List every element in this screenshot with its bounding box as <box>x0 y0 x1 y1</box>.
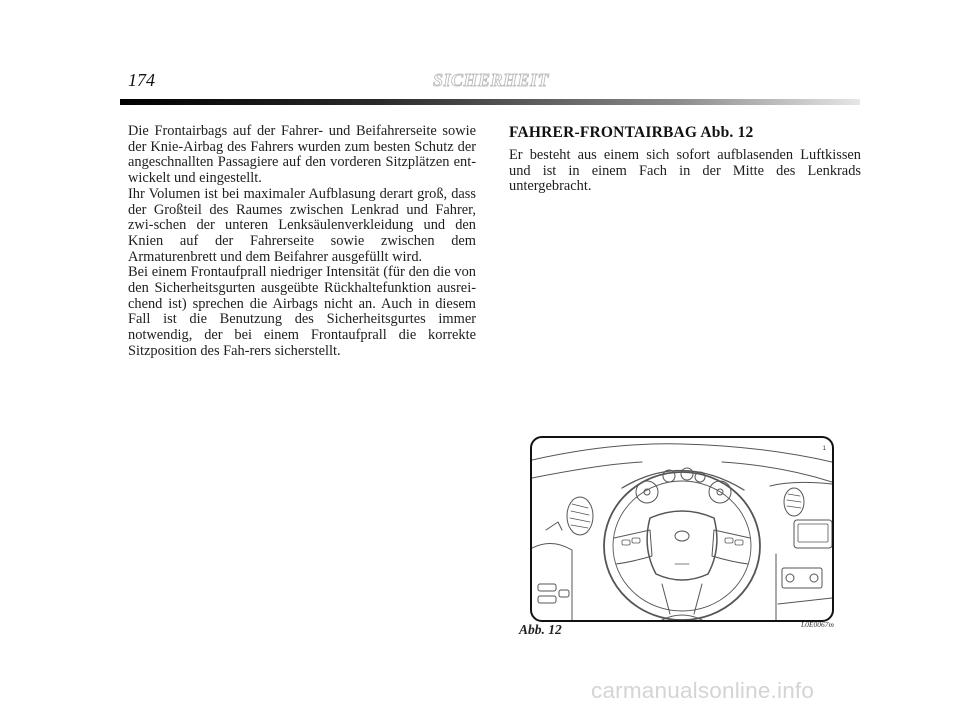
window-switch-3 <box>559 590 569 597</box>
dash-top-line <box>532 444 832 462</box>
dash-lower-line <box>532 462 642 478</box>
paragraph-2: Ihr Volumen ist bei maximaler Aufblasung derart groß, dass der Großteil des Raumes zwischen Lenkrad und Fahrer, zwi-schen der unteren Lenksäulenverkleidung und den Knien auf der Fahrerseite sowie zwischen dem Armaturenbrett und dem Beifahrer ausgefüllt wird. <box>128 185 476 265</box>
wheel-spoke-right <box>712 530 750 564</box>
figure-caption: Abb. 12 <box>519 622 562 637</box>
header-rule <box>120 99 860 105</box>
wheel-spoke-left <box>614 530 652 564</box>
page-number: 174 <box>128 70 155 90</box>
section-heading: FAHRER-FRONTAIRBAG Abb. 12 <box>509 124 754 141</box>
window-switch-2 <box>538 596 556 603</box>
window-switch-1 <box>538 584 556 591</box>
section-body: Er besteht aus einem sich sofort aufblasenden Luftkissen und ist in einem Fach in der Mitte des Lenkrads untergebracht. <box>509 147 861 195</box>
figure-frame <box>530 436 834 622</box>
airbag-cover <box>647 511 717 580</box>
figure-corner-mark: 1 <box>822 446 826 452</box>
right-column <box>509 124 861 195</box>
paragraph-3: Bei einem Frontaufprall niedriger Intensität (für den die von den Sicherheitsgurten ausgeübte Rückhaltefunktion ausrei-chend ist) sprechen die Airbags nicht an. Auch in diesem Fall ist die Benutzung des Sicherheitsgurtes immer notwendig, der bei einem Frontaufprall die korrekte Sitzposition des Fah-rers sicherstellt. <box>128 264 476 359</box>
instrument-cluster-hood <box>622 470 744 490</box>
left-column <box>128 124 476 360</box>
steering-wheel-rim <box>604 472 760 620</box>
center-gauge-2 <box>681 468 693 480</box>
radio-panel <box>782 568 822 588</box>
paragraph-1: Die Frontairbags auf der Fahrer- und Beifahrerseite sowie der Knie-Airbag des Fahrers wurden zum besten Schutz der angeschnallten Passagiere auf den vorderen Sitzplätzen ent-wickelt und eingestellt. <box>128 123 476 187</box>
left-air-vent <box>567 497 593 535</box>
watermark[interactable]: carmanualsonline.info <box>591 678 815 703</box>
chapter-title: SICHERHEIT <box>433 70 550 90</box>
steering-wheel-illustration <box>532 438 832 620</box>
brand-logo-icon <box>675 531 689 541</box>
figure-code: L0E0067m <box>801 620 834 629</box>
center-console <box>770 482 832 486</box>
door-panel <box>532 543 572 620</box>
